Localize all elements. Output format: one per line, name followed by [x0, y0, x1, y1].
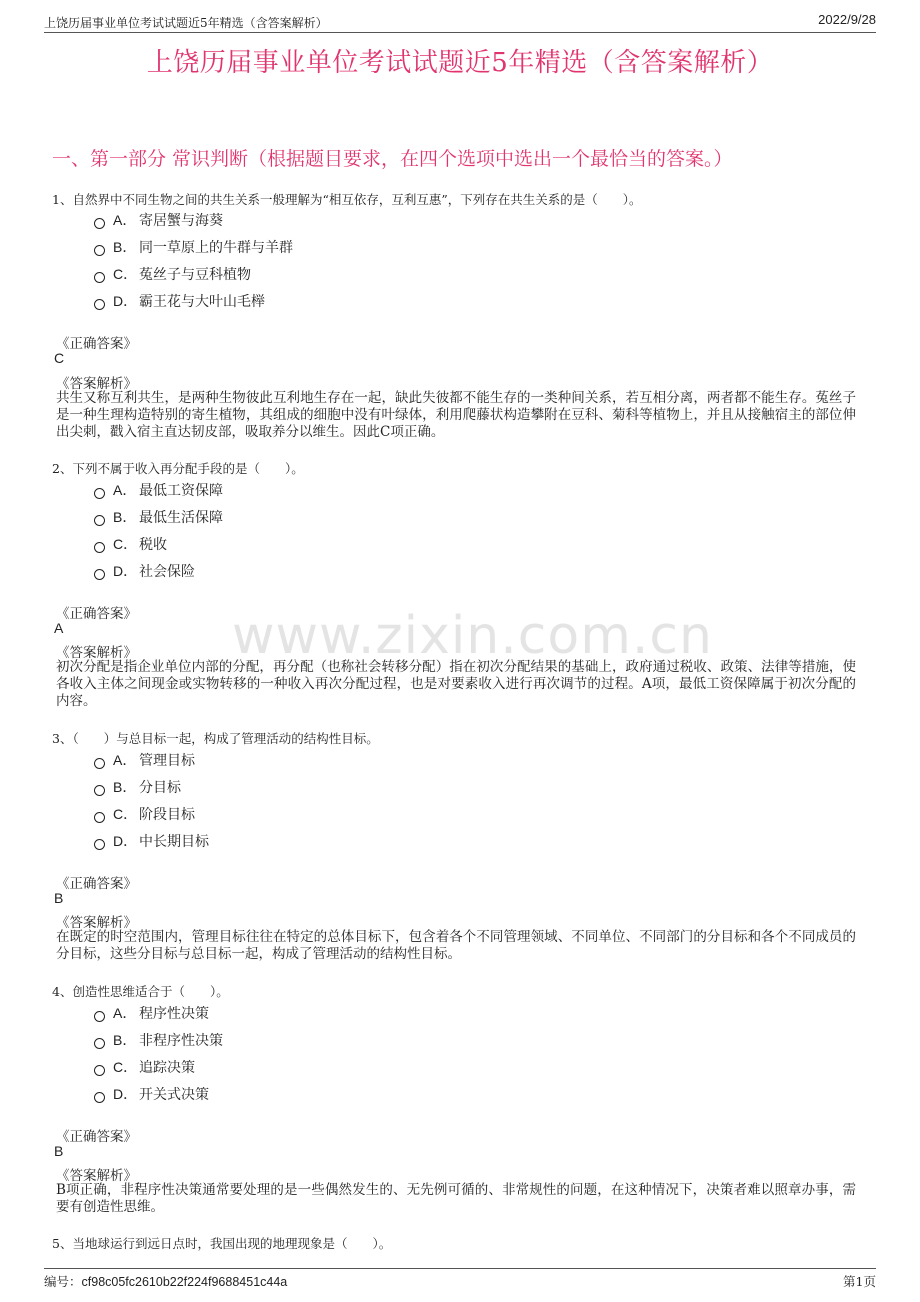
- explanation-label: 《答案解析》: [56, 376, 137, 392]
- radio-icon[interactable]: [94, 515, 105, 526]
- question-stem: 3、（ ）与总目标一起，构成了管理活动的结构性目标。: [52, 731, 379, 746]
- header-date: 2022/9/28: [818, 12, 876, 27]
- option-a[interactable]: [94, 210, 223, 230]
- option-letter: C．: [113, 536, 138, 552]
- radio-icon[interactable]: [94, 1011, 105, 1022]
- option-text: 霸王花与大叶山毛榉: [139, 294, 265, 310]
- radio-icon[interactable]: [94, 785, 105, 796]
- option-d[interactable]: [94, 291, 265, 311]
- option-letter: A．: [113, 212, 137, 228]
- option-a[interactable]: [94, 480, 223, 500]
- option-d[interactable]: [94, 1084, 209, 1104]
- question-stem: 2、下列不属于收入再分配手段的是（ ）。: [52, 461, 304, 476]
- option-letter: D．: [113, 293, 138, 309]
- option-d[interactable]: [94, 831, 209, 851]
- answer-value: A: [54, 620, 64, 636]
- answer-value: C: [54, 350, 65, 366]
- option-letter: D．: [113, 563, 138, 579]
- option-b[interactable]: [94, 777, 181, 797]
- page-number: 第1页: [843, 1274, 876, 1289]
- section-heading: 一、第一部分 常识判断（根据题目要求，在四个选项中选出一个最恰当的答案。）: [52, 148, 733, 170]
- option-text: 寄居蟹与海葵: [139, 213, 223, 229]
- option-letter: C．: [113, 266, 138, 282]
- option-text: 非程序性决策: [139, 1033, 223, 1049]
- option-letter: D．: [113, 1086, 138, 1102]
- document-title: 上饶历届事业单位考试试题近5年精选（含答案解析）: [146, 48, 774, 78]
- answer-label: 《正确答案》: [56, 876, 137, 892]
- option-c[interactable]: [94, 534, 167, 554]
- radio-icon[interactable]: [94, 218, 105, 229]
- option-text: 程序性决策: [139, 1006, 209, 1022]
- option-text: 开关式决策: [139, 1087, 209, 1103]
- option-text: 最低生活保障: [139, 510, 223, 526]
- option-text: 管理目标: [139, 753, 195, 769]
- radio-icon[interactable]: [94, 1038, 105, 1049]
- radio-icon[interactable]: [94, 488, 105, 499]
- option-letter: A．: [113, 482, 137, 498]
- answer-label: 《正确答案》: [56, 606, 137, 622]
- option-c[interactable]: [94, 264, 251, 284]
- radio-icon[interactable]: [94, 569, 105, 580]
- option-d[interactable]: [94, 561, 195, 581]
- option-text: 阶段目标: [139, 807, 195, 823]
- radio-icon[interactable]: [94, 758, 105, 769]
- option-a[interactable]: [94, 1003, 209, 1023]
- option-text: 社会保险: [139, 564, 195, 580]
- option-b[interactable]: [94, 237, 293, 257]
- option-letter: A．: [113, 1005, 137, 1021]
- question-stem: 1、自然界中不同生物之间的共生关系一般理解为“相互依存，互利互惠”，下列存在共生关系的是（ ）。: [52, 192, 642, 207]
- answer-value: B: [54, 1143, 64, 1159]
- radio-icon[interactable]: [94, 542, 105, 553]
- option-letter: B．: [113, 1032, 137, 1048]
- option-text: 税收: [139, 537, 167, 553]
- explanation-text: 在既定的时空范围内，管理目标往往在特定的总体目标下，包含着各个不同管理领域、不同单位、不同部门的分目标和各个不同成员的分目标，这些分目标与总目标一起，构成了管理活动的结构性目标。: [56, 929, 856, 962]
- watermark: www.zixin.com.cn: [232, 606, 713, 666]
- page-footer: [44, 1268, 876, 1291]
- radio-icon[interactable]: [94, 839, 105, 850]
- footer-code-value: cf98c05fc2610b22f224f9688451c44a: [81, 1275, 288, 1289]
- question-stem: 5、当地球运行到远日点时，我国出现的地理现象是（ ）。: [52, 1236, 392, 1251]
- radio-icon[interactable]: [94, 245, 105, 256]
- radio-icon[interactable]: [94, 272, 105, 283]
- footer-code: [44, 1272, 287, 1290]
- option-letter: A．: [113, 752, 137, 768]
- option-letter: B．: [113, 239, 137, 255]
- option-letter: C．: [113, 806, 138, 822]
- explanation-label: 《答案解析》: [56, 645, 137, 661]
- header-doc-title: 上饶历届事业单位考试试题近5年精选（含答案解析）: [44, 16, 328, 30]
- option-b[interactable]: [94, 1030, 223, 1050]
- explanation-text: 共生又称互利共生，是两种生物彼此互利地生存在一起，缺此失彼都不能生存的一类种间关系，若互相分离，两者都不能生存。菟丝子是一种生理构造特别的寄生植物，其组成的细胞中没有叶绿体，利用爬藤状构造攀附在豆科、菊科等植物上，并且从接触宿主的部位伸出尖刺，戳入宿主直达韧皮部，吸取养分以维生。因此C项正确。: [56, 390, 856, 440]
- option-letter: C．: [113, 1059, 138, 1075]
- explanation-label: 《答案解析》: [56, 1168, 137, 1184]
- option-letter: D．: [113, 833, 138, 849]
- answer-label: 《正确答案》: [56, 336, 137, 352]
- option-text: 追踪决策: [139, 1060, 195, 1076]
- option-text: 同一草原上的牛群与羊群: [139, 240, 293, 256]
- answer-value: B: [54, 890, 64, 906]
- explanation-label: 《答案解析》: [56, 915, 137, 931]
- answer-label: 《正确答案》: [56, 1129, 137, 1145]
- radio-icon[interactable]: [94, 812, 105, 823]
- radio-icon[interactable]: [94, 1065, 105, 1076]
- explanation-text: B项正确，非程序性决策通常要处理的是一些偶然发生的、无先例可循的、非常规性的问题，在这种情况下，决策者难以照章办事，需要有创造性思维。: [56, 1182, 856, 1215]
- footer-code-label: 编号：: [44, 1274, 82, 1289]
- option-letter: B．: [113, 779, 137, 795]
- explanation-text: 初次分配是指企业单位内部的分配，再分配（也称社会转移分配）指在初次分配结果的基础上，政府通过税收、政策、法律等措施，使各收入主体之间现金或实物转移的一种收入再次分配过程，也是对要素收入进行再次调节的过程。A项，最低工资保障属于初次分配的内容。: [56, 659, 856, 709]
- option-c[interactable]: [94, 804, 195, 824]
- page-header: [44, 12, 876, 33]
- radio-icon[interactable]: [94, 1092, 105, 1103]
- option-text: 中长期目标: [139, 834, 209, 850]
- option-letter: B．: [113, 509, 137, 525]
- option-b[interactable]: [94, 507, 223, 527]
- option-a[interactable]: [94, 750, 195, 770]
- radio-icon[interactable]: [94, 299, 105, 310]
- question-stem: 4、创造性思维适合于（ ）。: [52, 984, 229, 999]
- option-text: 分目标: [139, 780, 181, 796]
- option-c[interactable]: [94, 1057, 195, 1077]
- option-text: 最低工资保障: [139, 483, 223, 499]
- option-text: 菟丝子与豆科植物: [139, 267, 251, 283]
